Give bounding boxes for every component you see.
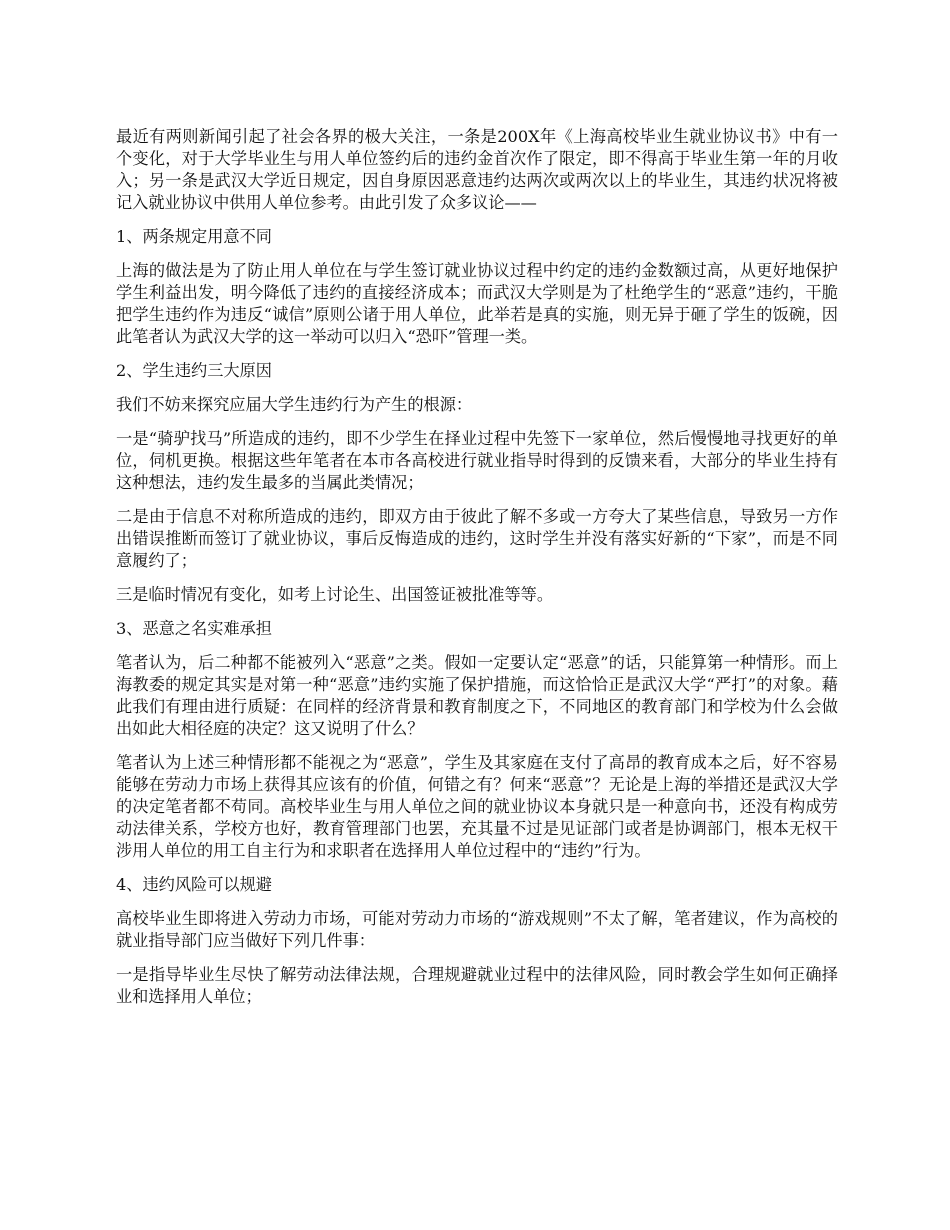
section-heading-2: 2、学生违约三大原因 xyxy=(116,361,272,380)
section-2-reason-1: 一是“骑驴找马”所造成的违约，即不少学生在择业过程中先签下一家单位，然后慢慢地寻找更好的单位，伺机更换。根据这些年笔者在本市各高校进行就业指导时得到的反馈来看，大部分的毕业生持有这种想法，违约发生最多的当属此类情况； xyxy=(116,429,838,492)
section-1-paragraph: 上海的做法是为了防止用人单位在与学生签订就业协议过程中约定的违约金数额过高，从更好地保护学生利益出发，明今降低了违约的直接经济成本；而武汉大学则是为了杜绝学生的“恶意”违约，干脆把学生违约作为违反“诚信”原则公诸于用人单位，此举若是真的实施，则无异于砸了学生的饭碗，因此笔者认为武汉大学的这一举动可以归入“恐吓”管理一类。 xyxy=(116,261,838,346)
section-heading-4: 4、违约风险可以规避 xyxy=(116,875,272,894)
section-4-item-1: 一是指导毕业生尽快了解劳动法律法规，合理规避就业过程中的法律风险，同时教会学生如何正确择业和选择用人单位； xyxy=(116,965,838,1006)
section-3-paragraph-2: 笔者认为上述三种情形都不能视之为“恶意”，学生及其家庭在支付了高昂的教育成本之后，好不容易能够在劳动力市场上获得其应该有的价值，何错之有？何来“恶意”？无论是上海的举措还是武汉大学的决定笔者都不苟同。高校毕业生与用人单位之间的就业协议本身就只是一种意向书，还没有构成劳动法律关系，学校方也好，教育管理部门也罢，充其量不过是见证部门或者是协调部门，根本无权干涉用人单位的用工自主行为和求职者在选择用人单位过程中的“违约”行为。 xyxy=(116,753,838,860)
section-heading-1: 1、两条规定用意不同 xyxy=(116,227,272,246)
section-4-intro: 高校毕业生即将进入劳动力市场，可能对劳动力市场的“游戏规则”不太了解，笔者建议，作为高校的就业指导部门应当做好下列几件事： xyxy=(116,909,838,950)
section-2-intro: 我们不妨来探究应届大学生违约行为产生的根源： xyxy=(116,395,473,414)
section-2-reason-3: 三是临时情况有变化，如考上讨论生、出国签证被批准等等。 xyxy=(116,585,554,604)
section-3-paragraph-1: 笔者认为，后二种都不能被列入“恶意”之类。假如一定要认定“恶意”的话，只能算第一种情形。而上海教委的规定其实是对第一种“恶意”违约实施了保护措施，而这恰恰正是武汉大学“严打”的对象。藉此我们有理由进行质疑：在同样的经济背景和教育制度之下，不同地区的教育部门和学校为什么会做出如此大相径庭的决定？这又说明了什么？ xyxy=(116,653,838,738)
section-heading-3: 3、恶意之名实难承担 xyxy=(116,619,272,638)
document-page xyxy=(116,126,838,1020)
section-2-reason-2: 二是由于信息不对称所造成的违约，即双方由于彼此了解不多或一方夸大了某些信息，导致另一方作出错误推断而签订了就业协议，事后反悔造成的违约，这时学生并没有落实好新的“下家”，而是不同意履约了； xyxy=(116,507,838,570)
intro-paragraph: 最近有两则新闻引起了社会各界的极大关注，一条是200X年《上海高校毕业生就业协议书》中有一个变化，对于大学毕业生与用人单位签约后的违约金首次作了限定，即不得高于毕业生第一年的月收入；另一条是武汉大学近日规定，因自身原因恶意违约达两次或两次以上的毕业生，其违约状况将被记入就业协议中供用人单位参考。由此引发了众多议论—— xyxy=(116,127,838,212)
